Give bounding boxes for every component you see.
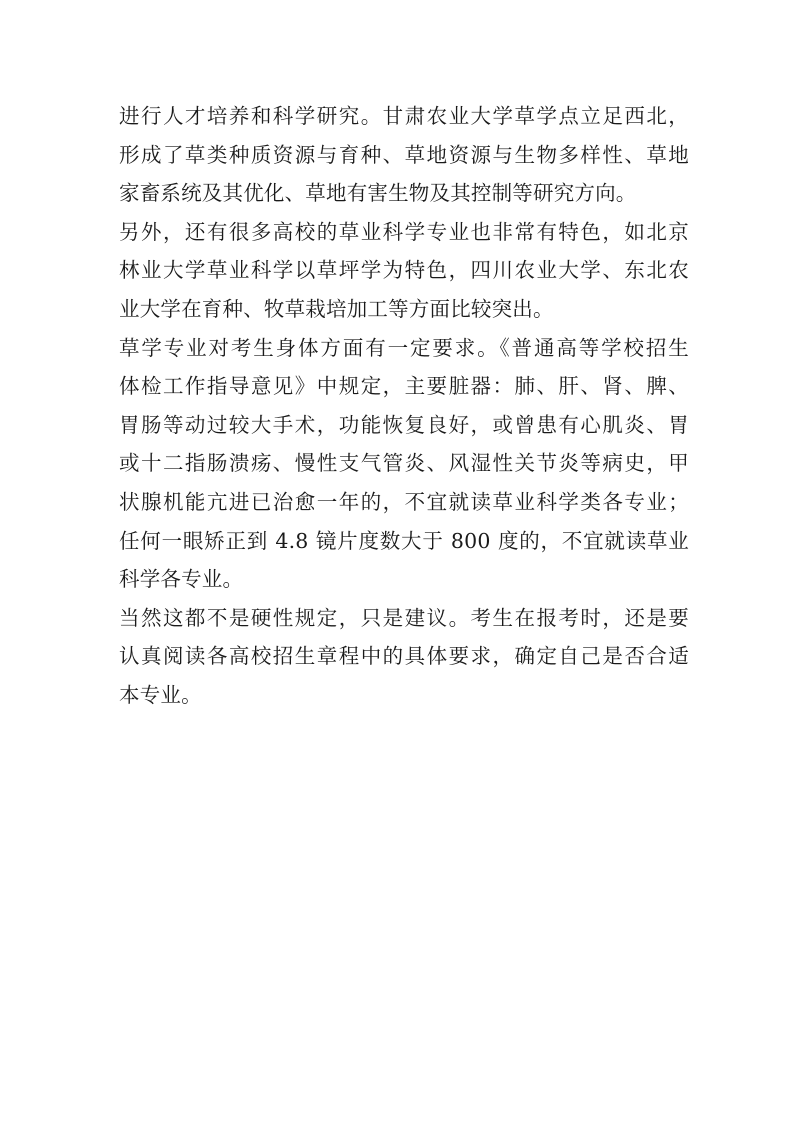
text-line: 或十二指肠溃疡、慢性支气管炎、风湿性关节炎等病史，甲	[119, 451, 689, 476]
text-line: 胃肠等动过较大手术，功能恢复良好，或曾患有心肌炎、胃	[119, 412, 689, 437]
text-line: 认真阅读各高校招生章程中的具体要求，确定自己是否合适	[119, 644, 689, 669]
paragraph-1	[119, 97, 689, 213]
paragraph-2	[119, 213, 689, 329]
text-line: 家畜系统及其优化、草地有害生物及其控制等研究方向。	[119, 181, 637, 206]
text-line: 形成了草类种质资源与育种、草地资源与生物多样性、草地	[119, 142, 689, 167]
text-line: 体检工作指导意见》中规定，主要脏器：肺、肝、肾、脾、	[119, 374, 689, 399]
text-line: 业大学在育种、牧草栽培加工等方面比较突出。	[119, 296, 554, 321]
paragraph-3	[119, 329, 689, 599]
text-line: 另外，还有很多高校的草业科学专业也非常有特色，如北京	[119, 219, 689, 244]
text-line: 科学各专业。	[119, 567, 244, 592]
text-line: 本专业。	[119, 682, 202, 707]
document-body	[119, 97, 689, 715]
text-line: 进行人才培养和科学研究。甘肃农业大学草学点立足西北，	[119, 104, 689, 128]
text-line: 当然这都不是硬性规定，只是建议。考生在报考时，还是要	[119, 605, 689, 630]
text-line: 任何一眼矫正到 4.8 镜片度数大于 800 度的，不宜就读草业	[119, 528, 689, 553]
text-line: 草学专业对考生身体方面有一定要求。《普通高等学校招生	[119, 335, 689, 360]
text-line: 状腺机能亢进已治愈一年的，不宜就读草业科学类各专业；	[119, 489, 689, 514]
paragraph-4	[119, 599, 689, 715]
text-line: 林业大学草业科学以草坪学为特色，四川农业大学、东北农	[119, 258, 689, 283]
